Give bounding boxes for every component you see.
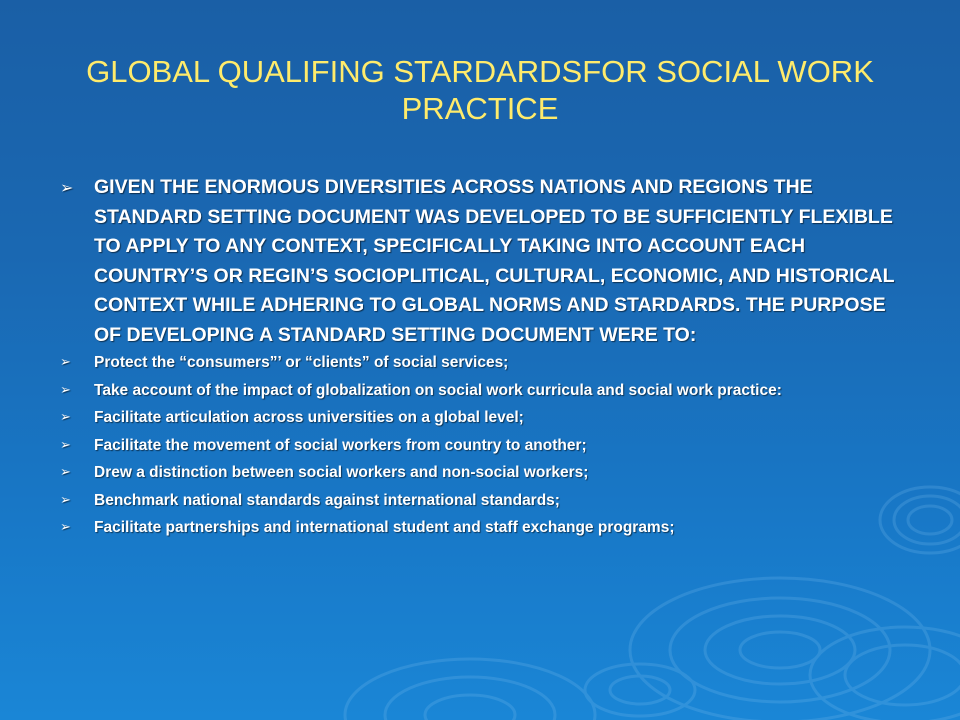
- slide-title: GLOBAL QUALIFING STARDARDSFOR SOCIAL WORK PRACTICE: [86, 54, 874, 126]
- list-item: [60, 409, 900, 427]
- list-item: [60, 437, 900, 455]
- arrow-bullet-icon: ➢: [60, 492, 71, 508]
- list-item: [60, 382, 900, 400]
- list-item: [60, 492, 900, 510]
- arrow-bullet-icon: ➢: [60, 382, 71, 398]
- lead-bullet-item: [60, 173, 900, 350]
- list-item-text: Benchmark national standards against international standards;: [94, 491, 560, 509]
- arrow-bullet-icon: ➢: [60, 465, 71, 480]
- list-item-text: Facilitate articulation across universities on a global level;: [94, 409, 524, 426]
- arrow-bullet-icon: ➢: [60, 178, 74, 197]
- slide-body: [60, 173, 900, 547]
- list-item-text: Facilitate the movement of social workers from country to another;: [94, 436, 587, 454]
- list-item-text: Protect the “consumers”’ or “clients” of social services;: [94, 354, 509, 371]
- arrow-bullet-icon: ➢: [60, 520, 71, 535]
- arrow-bullet-icon: ➢: [60, 437, 71, 453]
- lead-bullet-text: GIVEN THE ENORMOUS DIVERSITIES ACROSS NATIONS AND REGIONS THE STANDARD SETTING DOCUMENT WAS DEVELOPED TO BE SUFFICIENTLY FLEXIBLE TO APPLY TO ANY CONTEXT, SPECIFICALLY TAKING INTO ACCOUNT EACH COUNTRY’S OR REGIN’S SOCIOPLITICAL, CULTURAL, ECONOMIC, AND HISTORICAL CONTEXT WHILE ADHERING TO GLOBAL NORMS AND STARDARDS. THE PURPOSE OF DEVELOPING A STANDARD SETTING DOCUMENT WERE TO:: [94, 176, 895, 346]
- list-item-text: Drew a distinction between social workers and non-social workers;: [94, 464, 589, 481]
- list-item: [60, 519, 900, 537]
- list-item: [60, 464, 900, 482]
- arrow-bullet-icon: ➢: [60, 355, 71, 370]
- list-item-text: Facilitate partnerships and international student and staff exchange programs;: [94, 519, 675, 536]
- list-item-text: Take account of the impact of globalization on social work curricula and social work practice:: [94, 381, 782, 399]
- list-item: [60, 354, 900, 372]
- arrow-bullet-icon: ➢: [60, 410, 71, 425]
